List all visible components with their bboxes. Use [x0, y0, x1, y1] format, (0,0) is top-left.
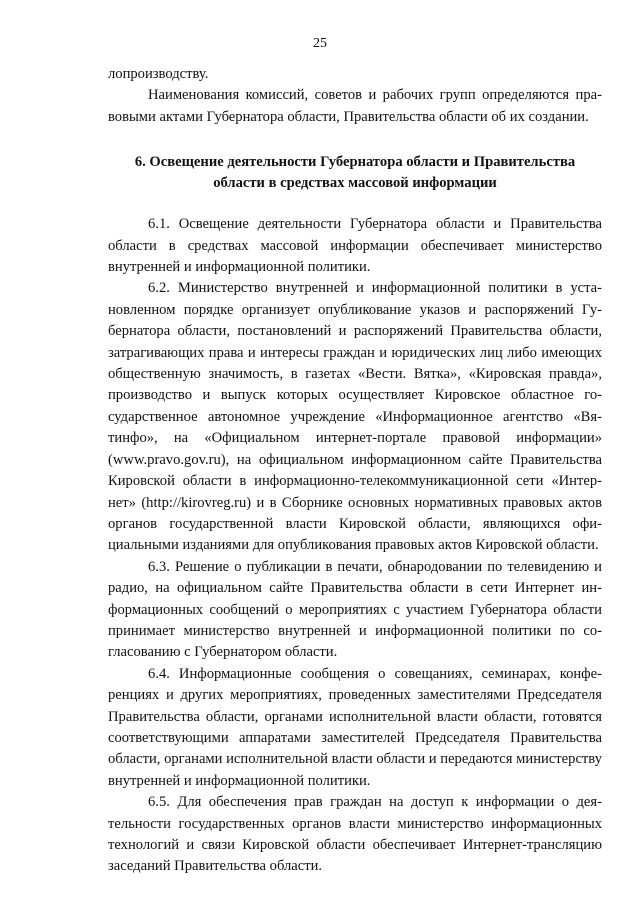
paragraph-continuation: лопроизводству. — [108, 66, 209, 82]
paragraph-naming-rules: Наименования комиссий, советов и рабочих групп определяются правовыми актами Губернатора области, Правительства области об их создании. — [108, 87, 602, 125]
clause-6-2: 6.2. Министерство внутренней и информационной политики в установленном порядке организует опубликование указов и распоряжений Губернатора области, постановлений и распоряжений Правительства области, затрагивающих права и интересы граждан и юридических лиц либо имеющих общественную значимость, в газетах «Вести. Вятка», «Кировская правда», производство и выпуск которых осуществляет Кировское областное государственное автономное учреждение «Информационное агентство «Вятинфо», на «Официальном интернет-портале правовой информации» (www.pravo.gov.ru), на официальном информационном сайте Правительства Кировской области в информационно-телекоммуникационной сети «Интернет» (http://kirovreg.ru) и в Сборнике основных нормативных правовых актов органов государственной власти Кировской области, являющихся официальными изданиями для опубликования правовых актов Кировской области. — [108, 280, 602, 554]
clause-6-1: 6.1. Освещение деятельности Губернатора области и Правительства области в средствах массовой информации обеспечивает министерство внутренней и информационной политики. — [108, 216, 602, 276]
page-number: 25 — [313, 36, 327, 51]
document-body — [108, 64, 602, 878]
clause-6-5: 6.5. Для обеспечения прав граждан на доступ к информации о деятельности государственных органов власти министерство информационных технологий и связи Кировской области обеспечивает Интернет-трансляцию заседаний Правительства области. — [108, 794, 602, 875]
clause-6-4: 6.4. Информационные сообщения о совещаниях, семинарах, конференциях и других мероприятиях, проведенных заместителями Председателя Правительства области, органами исполнительной власти области, готовятся соответствующими аппаратами заместителей Председателя Правительства области, органами исполнительной власти области и передаются министерству внутренней и информационной политики. — [108, 665, 602, 789]
clause-6-3: 6.3. Решение о публикации в печати, обнародовании по телевидению и радио, на официальном сайте Правительства области в сети Интернет информационных сообщений о мероприятиях с участием Губернатора области принимает министерство внутренней и информационной политики по согласованию с Губернатором области. — [108, 558, 602, 661]
section-heading: 6. Освещение деятельности Губернатора области и Правительства области в средствах массовой информации — [134, 154, 576, 192]
